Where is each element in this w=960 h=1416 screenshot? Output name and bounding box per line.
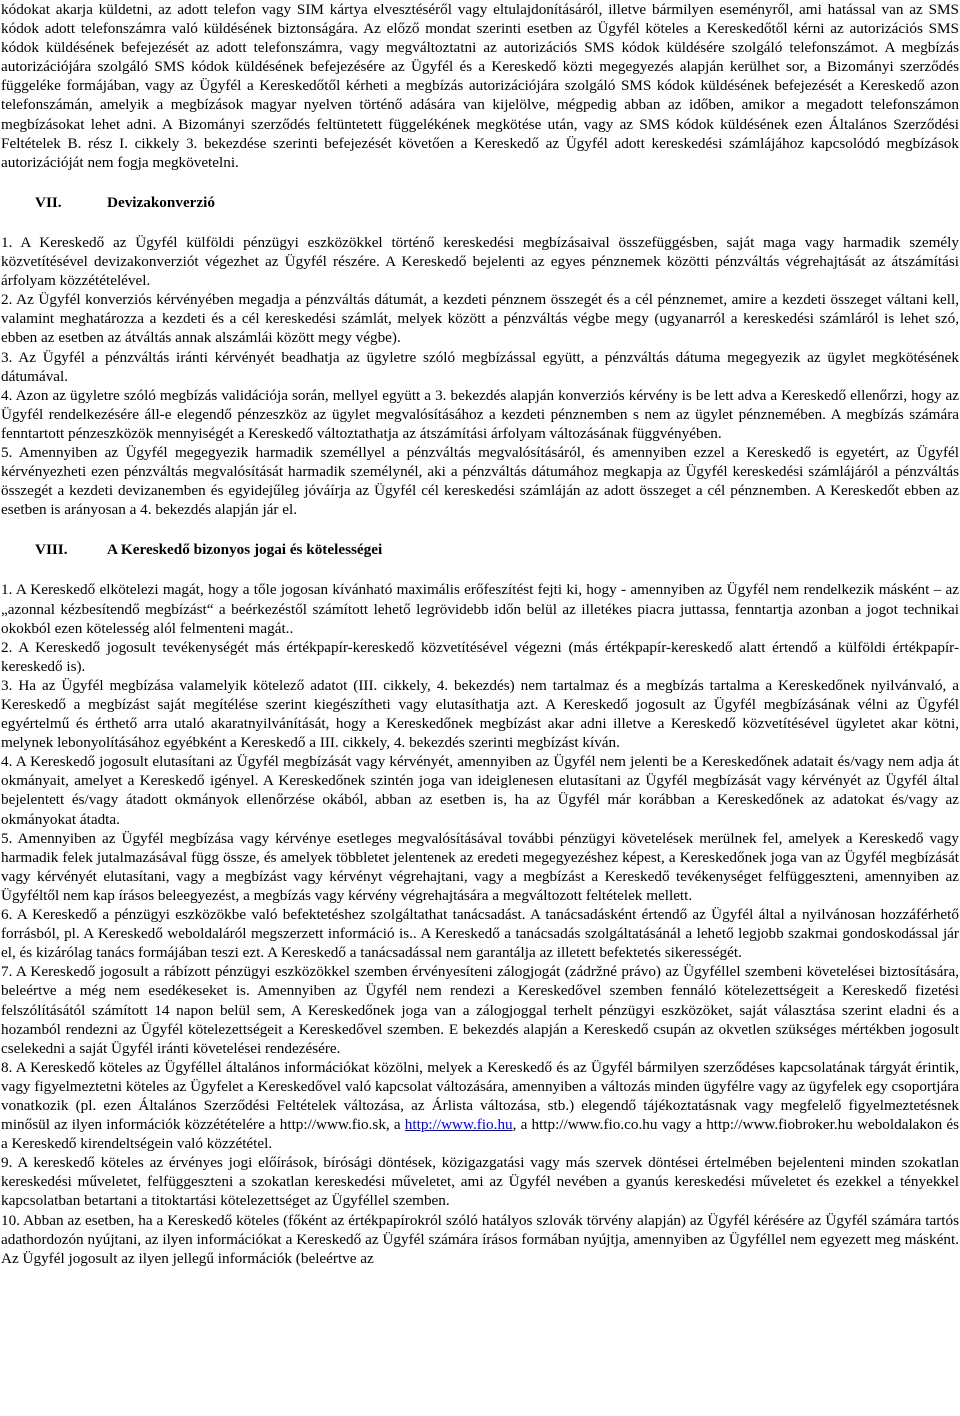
intro-paragraph: kódokat akarja küldetni, az adott telefon vagy SIM kártya elvesztéséről vagy eltulajdonításáról, illetve bármilyen eseményről, ami hatással van az SMS kódok adott telefonszámra való küldésének biztonságára. Az előző mondat szerinti esetben az Ügyfél köteles a Kereskedőtől kérni az autorizációs SMS kódok küldésének befejezését az adott telefonszámra, vagy megváltoztatni az autorizációs SMS kódok küldésére szolgáló telefonszámot. A megbízás autorizációjára szolgáló SMS kódok küldésének befejezésére az Ügyfél és a Kereskedő közti megegyezés alapján kerülhet sor, a Bizományi szerződés függeléke formájában, vagy az Ügyfél a Kereskedőtől kérheti a megbízás autorizációjára szolgáló SMS kódok küldésének befejezését a Kereskedő azon telefonszámán, amelyik a megbízások magyar nyelven történő adására van kijelölve, mégpedig abban az időben, amikor a megadott telefonszámon megbízásokat lehet adni. A Bizományi szerződés feltüntetett függelékének megkötése után, vagy az SMS kódok küldésének ezen Általános Szerződési Feltételek B. rész I. cikkely 3. bekezdése szerinti befejezését követően a Kereskedő az Ügyfél adott kereskedési számlájához kapcsolódó megbízások autorizációját nem fogja megkövetelni.	[1, 1, 959, 171]
fio-hu-link[interactable]: http://www.fio.hu	[404, 1116, 513, 1134]
section-viii-paragraph-6: 6. A Kereskedő a pénzügyi eszközökbe való befektetéshez szolgáltathat tanácsadást. A tanácsadásként értendő az Ügyfél által a nyilvánosan hozzáférhető forrásból, pl. A Kereskedő weboldaláról megszerzett információ is.. A Kereskedő a tanácsadás szolgáltatásánál a lehető legjobb szakmai gondoskodással jár el, és kizárólag tanács formájában teszi ezt. A Kereskedő a tanácsadással nem garantálja az illetett befektetés sikerességét.	[1, 906, 959, 962]
section-vii-paragraph-1: 1. A Kereskedő az Ügyfél külföldi pénzügyi eszközökkel történő kereskedési megbízásaival összefüggésben, saját maga vagy harmadik személy közvetítésével devizakonverziót végezhet az Ügyfél részére. A Kereskedő bejelenti az egyes pénznemek közötti pénzváltás végrehajtását az átszámítási árfolyam közzétételével.	[1, 233, 959, 290]
section-viii-paragraph-2: 2. A Kereskedő jogosult tevékenységét más értékpapír-kereskedő közvetítésével végezni (más értékpapír-kereskedő alatt értendő a külföldi értékpapír-kereskedő is).	[1, 638, 959, 675]
section-heading-viii	[1, 540, 959, 559]
section-viii-paragraph-10: 10. Abban az esetben, ha a Kereskedő köteles (főként az értékpapírokról szóló hatályos szlovák törvény alapján) az Ügyfél kérésére az Ügyfél számára tartós adathordozón nyújtani, az ilyen információkat a Kereskedő az Ügyfél számára írásos formában nyújtja, amennyiben az Ügyféllel nem egyezett meg másként. Az Ügyfél jogosult az ilyen jellegű információk (beleértve az	[1, 1211, 959, 1267]
section-heading-vii	[1, 193, 959, 212]
section-title: A Kereskedő bizonyos jogai és kötelességei	[107, 541, 383, 559]
section-viii-paragraph-3: 3. Ha az Ügyfél megbízása valamelyik kötelező adatot (III. cikkely, 4. bekezdés) nem tartalmaz és a megbízás tartalma a Kereskedőnek nyilvánvaló, a Kereskedő a megbízást saját megítélése szerint kiegészítheti vagy elutasíthatja azt. A Kereskedő jogosult az Ügyfél megbízásának vélni az Ügyfél egyértelmű és érthető arra utaló akaratnyilvánítását, hogy a Kereskedőnek megbízást akar adni illetve a Kereskedő közvetítésével ügyletet akar kötni, melynek lebonyolításához egyébként a Kereskedő a III. cikkely, 4. bekezdés szerinti megbízást kíván.	[1, 676, 959, 752]
section-vii-paragraph-2: 2. Az Ügyfél konverziós kérvényében megadja a pénzváltás dátumát, a kezdeti pénznem összegét és a cél pénznemet, amire a kezdeti összeget váltani kell, valamint meghatározza a kezdeti és a cél kereskedési számlát, melyek között a pénzváltás végbe megy (ugyanarról a kereskedési számláról is lehet szó, ebben az esetben az átváltás annak alszámlái között megy végbe).	[1, 291, 959, 347]
section-viii-paragraph-8	[1, 1058, 959, 1153]
section-vii-paragraph-4: 4. Azon az ügyletre szóló megbízás validációja során, mellyel együtt a 3. bekezdés alapján konverziós kérvény is be lett adva a Kereskedő ellenőrzi, hogy az Ügyfél rendelkezésére áll-e elegendő pénzeszköz az ügylet megvalósításához a kezdeti pénznemben s nem az ügylet pénznemében. A megbízás számára fenntartott pénzeszközök mennyiségét a Kereskedő változtathatja az átszámítási árfolyam változásának függvényében.	[1, 386, 959, 442]
section-viii-paragraph-4: 4. A Kereskedő jogosult elutasítani az Ügyfél megbízását vagy kérvényét, amennyiben az Ügyfél nem jelenti be a Kereskedőnek adatait és/vagy nem adja át okmányait, amelyet a Kereskedő igényel. A Kereskedőnek szintén joga van ideiglenesen elutasítani az Ügyfél megbízását vagy kérvényét az Ügyfél által bejelentett és/vagy átadott okmányok ellenőrzése okából, abban az esetben is, ha az Ügyfél már korábban a Kereskedőnek az adatokat és/vagy az okmányokat átadta.	[1, 753, 959, 828]
paragraph-text: , a http://www.fio.co.hu vagy a http://www.fiobroker.hu weboldalakon és a Kereskedő kirendeltségein való közzététel.	[1, 1116, 959, 1153]
section-vii-paragraph-3: 3. Az Ügyfél a pénzváltás iránti kérvényét beadhatja az ügyletre szóló megbízással együtt, a pénzváltás dátuma megegyezik az ügylet megkötésének dátumával.	[1, 348, 959, 385]
paragraph-text: 8. A Kereskedő köteles az Ügyféllel általános információkat közölni, melyek a Kereskedő és az Ügyfél bármilyen szerződéses kapcsolatának tárgyát érintik, vagy figyelmeztetni köteles az Ügyfelet a Kereskedővel való kapcsolat változására, amennyiben a változás minden ügyfélre vagy az ügyfelek egy csoportjára vonatkozik (pl. ezen Általános Szerződési Feltételek változása, az Árlista változása, stb.) elegendő tájékoztatásnak vagy megfelelő figyelmeztetésnek minősül az ilyen információk közzétételére a http://www.fio.sk, a	[1, 1058, 959, 1134]
section-number: VII.	[35, 193, 62, 211]
section-viii-paragraph-5: 5. Amennyiben az Ügyfél megbízása vagy kérvénye esetleges megvalósításával további pénzügyi követelések merülnek fel, amelyek a Kereskedő vagy harmadik felek jutalmazásával függ össze, és amelyek többletet jelentenek az eredeti megegyezéshez képest, a Kereskedőnek joga van az Ügyfél megbízását vagy kérvényét elutasítani, vagy a megbízást vagy kérvényt végrehajtani, vagy a megbízást a Kereskedő tevékenységet felfüggeszteni, amennyiben az Ügyféltől nem kap írásos beleegyezést, a megbízás vagy kérvény végrehajtására a megváltozott feltételek mellett.	[1, 829, 959, 904]
section-viii-paragraph-1: 1. A Kereskedő elkötelezi magát, hogy a tőle jogosan kívánható maximális erőfeszítést fejti ki, hogy - amennyiben az Ügyfél nem rendelkezik másként – az „azonnal kézbesítendő megbízást“ a beérkezéstől számított lehető legrövidebb időn belül az illetékes piacra juttassa, fenntartja azonban a jogot technikai okokból ezen kötelesség alól felmenteni magát..	[1, 581, 959, 637]
section-title: Devizakonverzió	[107, 193, 215, 211]
section-vii-paragraph-5: 5. Amennyiben az Ügyfél megegyezik harmadik személlyel a pénzváltás megvalósításáról, és amennyiben ezzel a Kereskedő is egyetért, az Ügyfél kérvényezheti ezen pénzváltás megvalósítását harmadik személynél, aki a pénzváltás dátumához megkapja az Ügyfél kereskedési számlájáról a pénzváltás összegét a kezdeti devizanemben és egyidejűleg jóváírja az Ügyfél cél kereskedési számláján az adott összeget a cél pénznemben. A Kereskedőt ebben az esetben is arányosan a 4. bekezdés alapján jár el.	[1, 443, 959, 519]
section-number: VIII.	[35, 541, 68, 559]
section-viii-paragraph-9: 9. A kereskedő köteles az érvényes jogi előírások, bírósági döntések, közigazgatási vagy más szervek döntései értelmében bejelenteni minden szokatlan kereskedési műveletet, felfüggeszteni a szokatlan kereskedési műveletet, ami az Ügyfél nevében a gyanús kereskedési műveletet és ezekkel a tényekkel kapcsolatban betartani a titoktartási kötelezettséget az Ügyféllel szemben.	[1, 1154, 959, 1210]
section-viii-paragraph-7: 7. A Kereskedő jogosult a rábízott pénzügyi eszközökkel szemben érvényesíteni zálogjogát (zádržné právo) az Ügyféllel szembeni követelései biztosítására, beleértve a még nem esedékeseket is. Amennyiben az Ügyfél nem rendezi a Kereskedővel szemben fennáló kötelezettségeit a Kereskedő fizetési felszólításától számított 14 napon belül sem, A Kereskedőnek joga van a zálogjoggal terhelt pénzügyi eszközöket, saját választása szerint eladni és a hozamból rendezni az Ügyfél kötelezettségeit a Kereskedővel szemben. E bekezdés alapján a Kereskedő csupán az okvetlen szükséges mértékben jogosult cselekedni a saját Ügyfél iránti követelései rendezésére.	[1, 963, 959, 1057]
